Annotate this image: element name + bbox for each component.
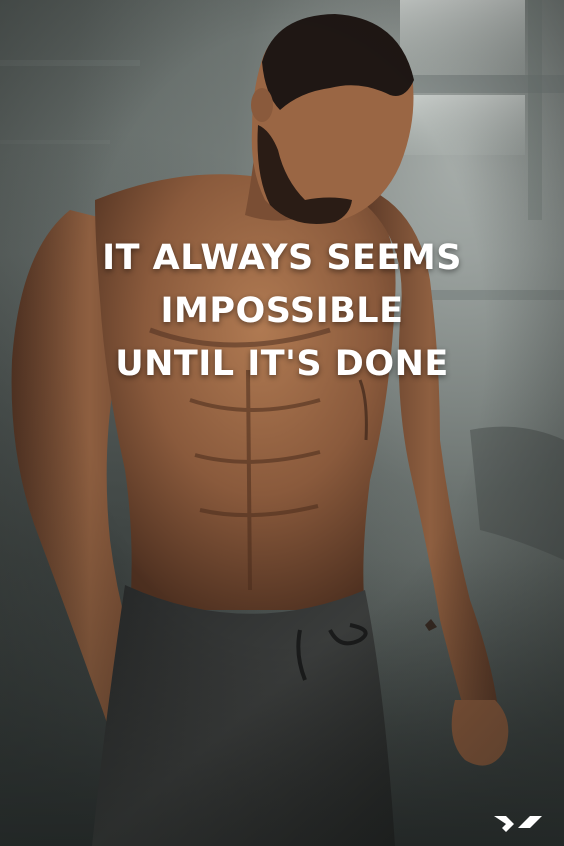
chevron-logo-icon xyxy=(492,810,544,834)
quote-line-1: IT ALWAYS SEEMS xyxy=(102,238,462,278)
quote-line-3: UNTIL IT'S DONE xyxy=(115,344,449,384)
motivational-quote xyxy=(0,232,564,391)
quote-line-2: IMPOSSIBLE xyxy=(160,291,404,331)
logo-chevron-right xyxy=(518,816,542,828)
logo-chevron-left xyxy=(494,816,514,832)
